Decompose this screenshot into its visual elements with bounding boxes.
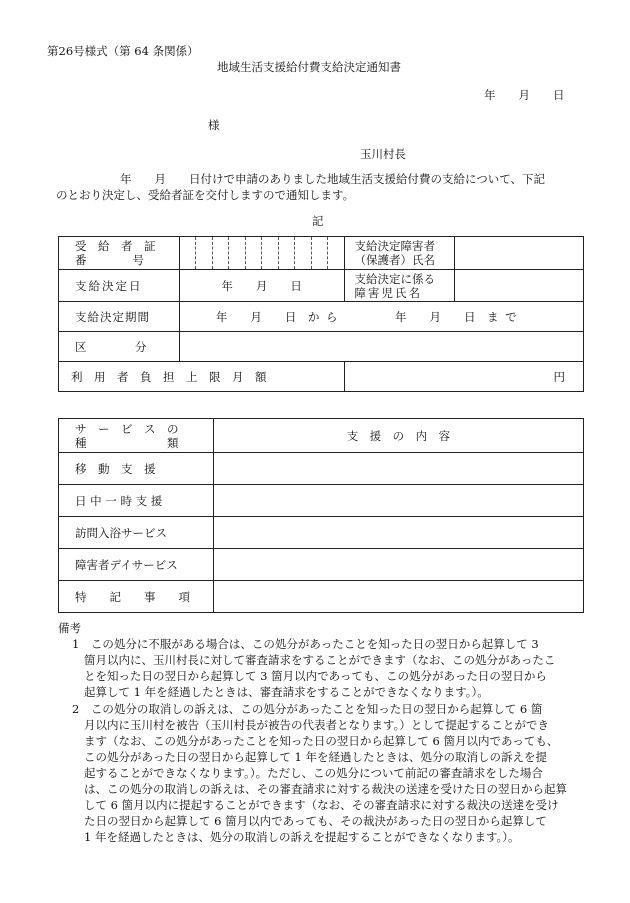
service-row-label: 訪問入浴サービス [59,517,214,549]
intro-line-2: のとおり決定し、受給者証を交付しますので通知します。 [56,188,355,202]
guardian-name-label: 支給決定障害者 （保護者）氏名 [344,237,455,270]
form-number: 第26号様式（第 64 条関係） [47,44,199,58]
note-2-line: 月以内に玉川村を被告（玉川村長が被告の代表者となります。）として提起することができ [84,718,549,732]
ki-heading: 記 [312,214,324,228]
note-1-line: とを知った日の翌日から起算して 3 箇月以内であっても、この処分があった日の翌日から [84,669,547,683]
service-row-label: 特 記 事 項 [59,581,214,613]
notes-heading: 備考 [58,621,81,635]
service-row-label: 移 動 支 援 [59,453,214,485]
service-row-content [213,549,583,581]
note-2-line: た日の翌日から起算して 6 箇月以内であっても、その裁決があった日の翌日から起算して [84,814,547,828]
child-name-label: 支給決定に係る 障害児氏名 [344,270,455,302]
service-row-content [213,485,583,517]
decision-period-value: 年 月 日 か ら 年 月 日 ま で [179,302,583,332]
guardian-name-value [455,237,584,270]
service-row-label: 日 中 一 時 支 援 [59,485,214,517]
note-1-line: 1 この処分に不服がある場合は、この処分があったことを知った日の翌日から起算して 3 [72,637,539,651]
issue-date: 年 月 日 [484,88,565,102]
addressee-suffix: 様 [208,118,220,132]
recipient-id-label: 受 給 者 証 番 号 [59,237,180,270]
child-name-value [455,270,584,302]
note-2-line: 2 この処分の取消しの訴えは、この処分があったことを知った日の翌日から起算して 6 箇 [72,702,543,716]
intro-line-1: 年 月 日付けで申請のありました地域生活支援給付費の支給について、下記 [120,172,546,186]
note-2-line: 1 年を経過したときは、処分の取消しの訴えを提起することができなくなります。）。 [84,830,520,844]
decision-period-label: 支給決定期間 [59,302,180,332]
decision-date-label: 支給決定日 [59,270,180,302]
note-2-line: この処分があった日の翌日から起算して 1 年を経過したときは、処分の取消しの訴えを提 [84,750,548,764]
support-content-header: 支 援 の 内 容 [213,419,583,453]
note-1-line: 起算して 1 年を経過したときは、審査請求をすることができなくなります。）。 [84,685,489,699]
note-2-line: ます（なお、この処分があったことを知った日の翌日から起算して 6 箇月以内であっても、 [84,734,559,748]
note-2-line: して 6 箇月以内に提起することができます（なお、その審査請求に対する裁決の送達を受け [84,798,559,812]
note-2-line: 起することができなくなります。）。ただし、この処分について前記の審査請求をした場合 [84,766,543,780]
category-value [179,332,583,362]
decision-date-value: 年 月 日 [179,270,344,302]
copay-limit-label: 利 用 者 負 担 上 限 月 額 [59,362,345,392]
copay-limit-unit: 円 [344,362,584,392]
service-table [58,418,584,613]
document-title: 地域生活支援給付費支給決定通知書 [217,60,401,74]
category-label: 区 分 [59,332,180,362]
issuer-name: 玉川村長 [360,147,406,161]
service-row-content [213,453,583,485]
note-2-line: は、この処分の取消しの訴えは、その審査請求に対する裁決の送達を受けた日の翌日から起算 [84,782,567,796]
service-row-content [213,581,583,613]
note-1-line: 箇月以内に、玉川村長に対して審査請求をすることができます（なお、この処分があったこ [84,653,556,667]
service-row-label: 障害者デイサービス [59,549,214,581]
service-type-header: サ ー ビ ス の 種 類 [59,419,214,453]
decision-table [58,236,584,392]
recipient-id-cells [179,237,344,270]
service-row-content [213,517,583,549]
